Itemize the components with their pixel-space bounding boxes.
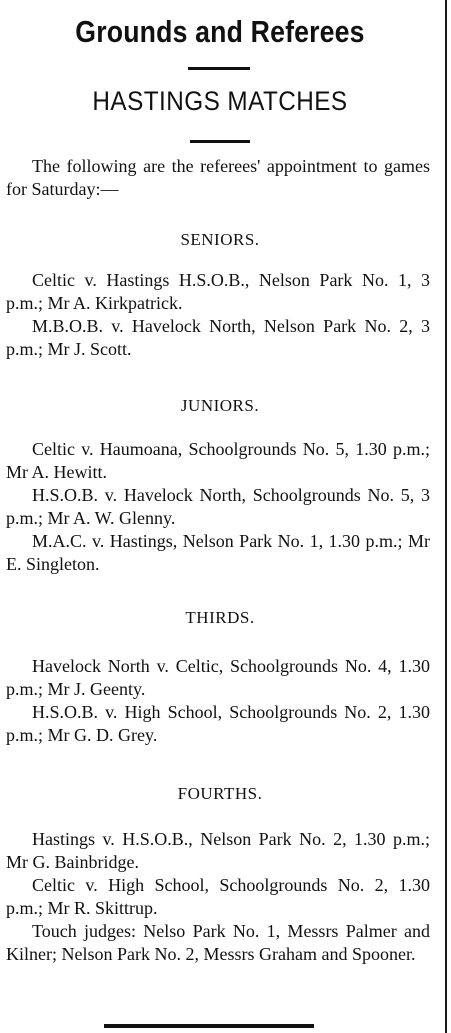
fixture-paragraph: Celtic v. High School, Schoolgrounds No. 2, 1.30 p.m.; Mr R. Skittrup.	[6, 875, 430, 918]
closing-rule	[104, 1024, 314, 1028]
section-body-thirds	[6, 655, 430, 747]
fixture-paragraph: H.S.O.B. v. High School, Schoolgrounds No. 2, 1.30 p.m.; Mr G. D. Grey.	[6, 702, 430, 745]
subheadline: HASTINGS MATCHES	[92, 86, 348, 116]
column-rule	[445, 0, 447, 1033]
intro-block	[6, 155, 430, 201]
fixture-paragraph: Hastings v. H.S.O.B., Nelson Park No. 2, 1.30 p.m.; Mr G. Bainbridge.	[6, 829, 430, 872]
subheadline-rule	[190, 140, 250, 143]
fixture-paragraph: M.A.C. v. Hastings, Nelson Park No. 1, 1.30 p.m.; Mr E. Singleton.	[6, 531, 430, 574]
section-body-juniors	[6, 438, 430, 576]
headline-rule	[188, 67, 250, 70]
fixture-paragraph: Havelock North v. Celtic, Schoolgrounds No. 4, 1.30 p.m.; Mr J. Geenty.	[6, 656, 430, 699]
section-body-seniors	[6, 269, 430, 361]
section-heading-thirds: THIRDS.	[185, 608, 255, 627]
fixture-paragraph: Celtic v. Haumoana, Schoolgrounds No. 5, 1.30 p.m.; Mr A. Hewitt.	[6, 439, 430, 482]
intro-paragraph: The following are the referees' appointment to games for Saturday:—	[6, 156, 430, 199]
section-heading-juniors: JUNIORS.	[180, 396, 260, 415]
section-body-fourths	[6, 828, 430, 966]
fixture-paragraph: H.S.O.B. v. Havelock North, Schoolgrounds No. 5, 3 p.m.; Mr A. W. Glenny.	[6, 485, 430, 528]
section-heading-fourths: FOURTHS.	[177, 784, 263, 803]
fixture-paragraph: Touch judges: Nelso Park No. 1, Messrs Palmer and Kilner; Nelson Park No. 2, Messrs Graham and Spooner.	[6, 921, 430, 964]
fixture-paragraph: M.B.O.B. v. Havelock North, Nelson Park No. 2, 3 p.m.; Mr J. Scott.	[6, 316, 430, 359]
section-heading-seniors: SENIORS.	[180, 230, 260, 249]
fixture-paragraph: Celtic v. Hastings H.S.O.B., Nelson Park No. 1, 3 p.m.; Mr A. Kirkpatrick.	[6, 270, 430, 313]
headline: Grounds and Referees	[75, 14, 365, 49]
